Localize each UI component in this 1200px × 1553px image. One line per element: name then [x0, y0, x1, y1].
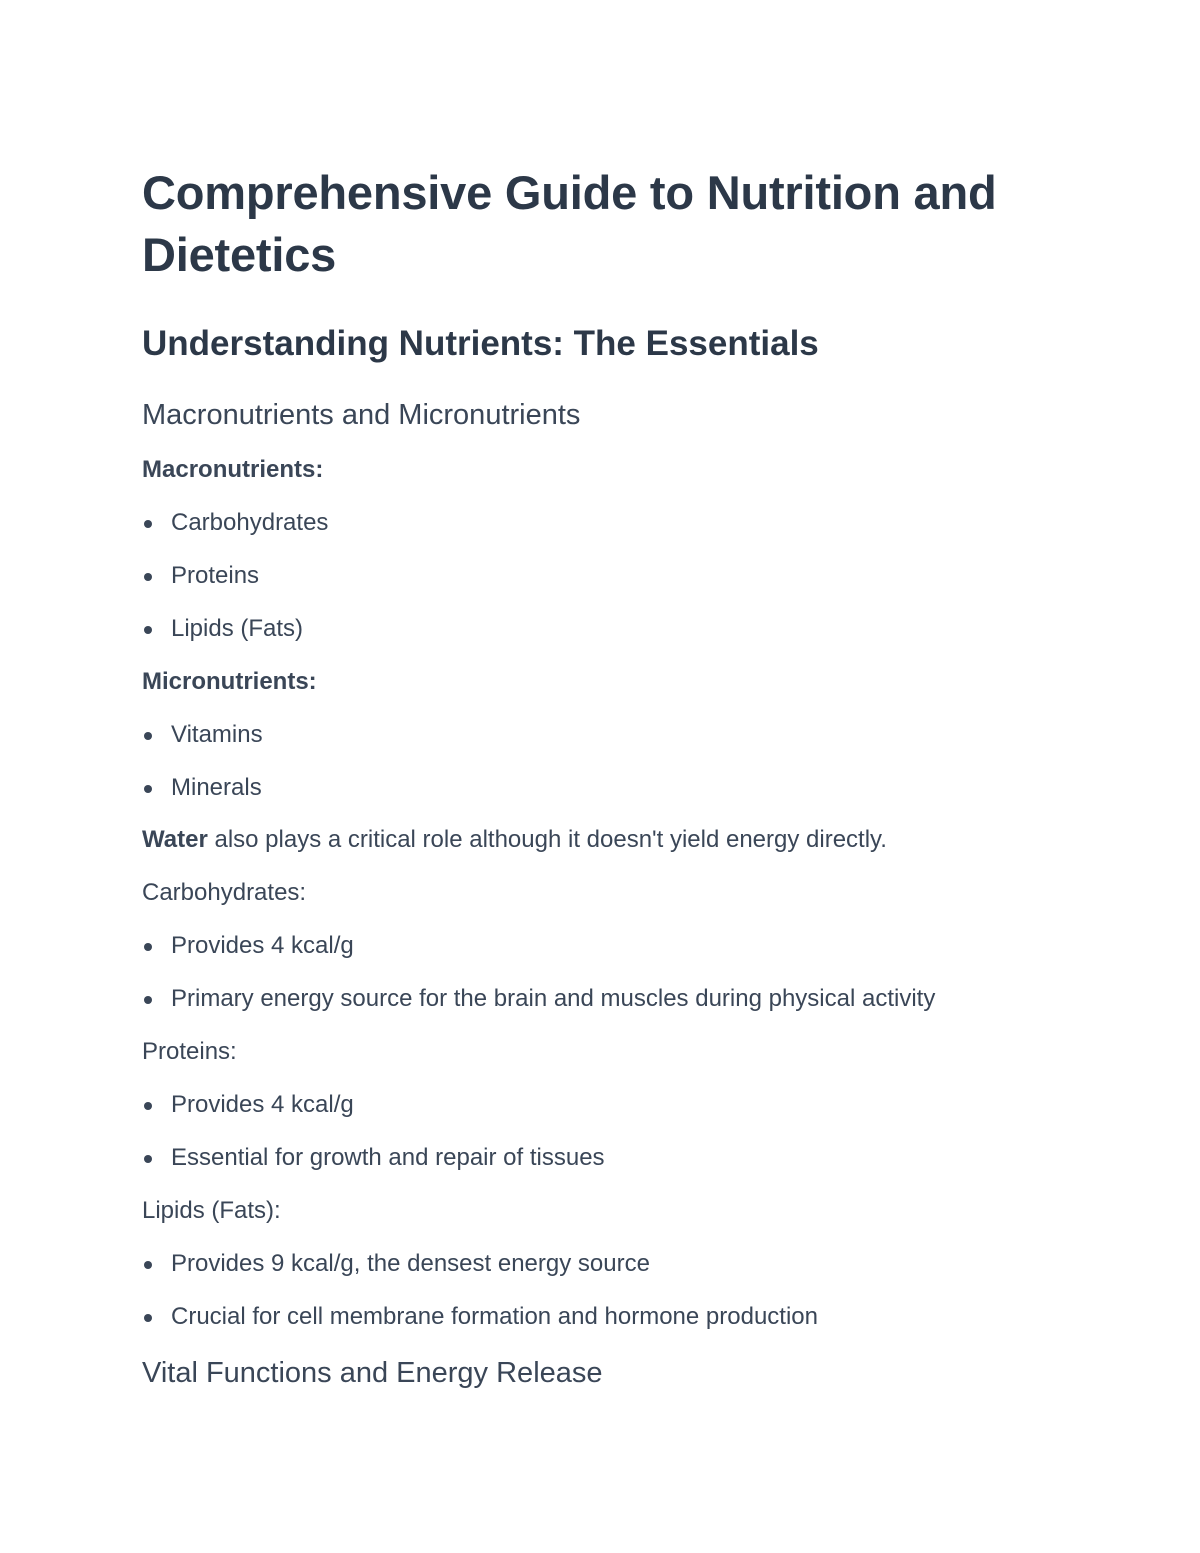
list-item: [142, 771, 1072, 805]
list-item-text: Provides 4 kcal/g: [171, 932, 354, 959]
list-item: [142, 612, 1072, 646]
list-item-text: Carbohydrates: [171, 509, 329, 536]
list-item-text: Essential for growth and repair of tissues: [171, 1144, 605, 1171]
section-heading: Understanding Nutrients: The Essentials: [142, 324, 819, 363]
list-item: [142, 1300, 1072, 1334]
bullet-icon: [144, 1102, 152, 1110]
list-item-text: Provides 4 kcal/g: [171, 1091, 354, 1118]
list-item: [142, 929, 1072, 963]
list-item-text: Provides 9 kcal/g, the densest energy source: [171, 1250, 650, 1277]
carbohydrates-list: [142, 929, 1072, 1016]
list-item: [142, 1141, 1072, 1175]
bullet-icon: [144, 732, 152, 740]
list-item: [142, 559, 1072, 593]
subsection-heading-macro-micro: Macronutrients and Micronutrients: [142, 399, 581, 431]
bullet-icon: [144, 573, 152, 581]
water-bold-text: Water: [142, 826, 208, 853]
bullet-icon: [144, 1261, 152, 1269]
macronutrients-list: [142, 506, 1072, 646]
bullet-icon: [144, 785, 152, 793]
bullet-icon: [144, 996, 152, 1004]
list-item-text: Lipids (Fats): [171, 615, 304, 642]
list-item: [142, 1247, 1072, 1281]
bullet-icon: [144, 520, 152, 528]
list-item: [142, 1088, 1072, 1122]
list-item-text: Proteins: [171, 562, 260, 589]
micronutrients-list: [142, 718, 1072, 805]
list-item: [142, 982, 1072, 1016]
carbohydrates-label: Carbohydrates:: [142, 879, 307, 906]
list-item-text: Minerals: [171, 774, 262, 801]
bullet-icon: [144, 1314, 152, 1322]
bullet-icon: [144, 1155, 152, 1163]
water-body-text: also plays a critical role although it doesn't yield energy directly.: [207, 826, 887, 853]
list-item-text: Vitamins: [171, 721, 263, 748]
proteins-list: [142, 1088, 1072, 1175]
water-paragraph: [142, 823, 1072, 857]
bullet-icon: [144, 943, 152, 951]
list-item: [142, 506, 1072, 540]
list-item-text: Crucial for cell membrane formation and hormone production: [171, 1303, 818, 1330]
list-item: [142, 718, 1072, 752]
list-item-text: Primary energy source for the brain and muscles during physical activity: [171, 985, 936, 1012]
micronutrients-label: Micronutrients:: [142, 668, 317, 695]
bullet-icon: [144, 626, 152, 634]
subsection-heading-vital-functions: Vital Functions and Energy Release: [142, 1357, 603, 1389]
document-page: [142, 162, 1072, 1392]
document-title: Comprehensive Guide to Nutrition and Dietetics: [142, 166, 997, 281]
proteins-label: Proteins:: [142, 1038, 237, 1065]
lipids-label: Lipids (Fats):: [142, 1197, 281, 1224]
macronutrients-label: Macronutrients:: [142, 456, 324, 483]
lipids-list: [142, 1247, 1072, 1334]
